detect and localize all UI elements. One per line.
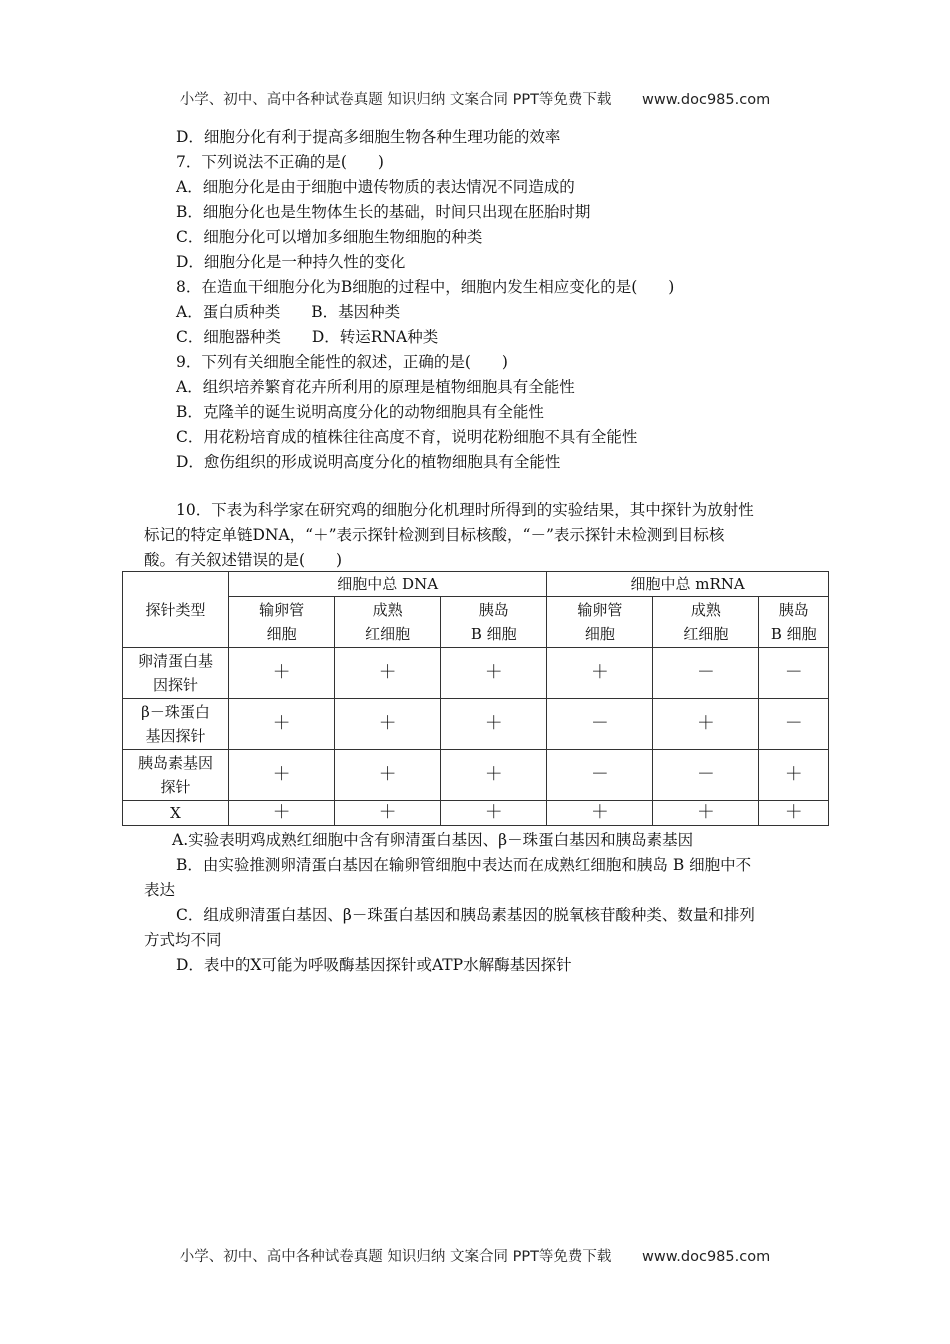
q6-option-d: D．细胞分化有利于提高多细胞生物各种生理功能的效率 — [176, 128, 561, 146]
table-row — [123, 699, 829, 750]
result-cell: － — [547, 699, 653, 750]
q10-option-a: A.实验表明鸡成熟红细胞中含有卵清蛋白基因、β－珠蛋白基因和胰岛素基因 — [172, 831, 694, 849]
q9-option-a: A．组织培养繁育花卉所利用的原理是植物细胞具有全能性 — [176, 378, 575, 396]
q9-stem: 9．下列有关细胞全能性的叙述，正确的是( ) — [176, 353, 508, 371]
mrna-group-header: 细胞中总 mRNA — [547, 572, 829, 597]
cell-type-header: 胰岛 B 细胞 — [441, 597, 547, 648]
header-site-link[interactable]: www.doc985.com — [642, 92, 771, 108]
probe-name: 胰岛素基因 探针 — [123, 750, 229, 801]
q10-option-b-line1: B．由实验推测卵清蛋白基因在输卵管细胞中表达而在成熟红细胞和胰岛 B 细胞中不 — [176, 856, 752, 874]
q10-stem-line3: 酸。有关叙述错误的是( ) — [144, 551, 343, 569]
result-cell: ＋ — [441, 750, 547, 801]
result-cell: ＋ — [547, 801, 653, 826]
result-cell: － — [547, 750, 653, 801]
footer-text: 小学、初中、高中各种试卷真题 知识归纳 文案合同 PPT等免费下载 — [179, 1249, 612, 1265]
cell-type-header: 输卵管 细胞 — [229, 597, 335, 648]
result-cell: ＋ — [335, 648, 441, 699]
result-cell: ＋ — [441, 801, 547, 826]
result-cell: － — [653, 750, 759, 801]
result-cell: － — [759, 699, 829, 750]
q9-option-b: B．克隆羊的诞生说明高度分化的动物细胞具有全能性 — [176, 403, 544, 421]
q7-option-c: C．细胞分化可以增加多细胞生物细胞的种类 — [176, 228, 483, 246]
result-cell: ＋ — [229, 699, 335, 750]
cell-type-header: 胰岛 B 细胞 — [759, 597, 829, 648]
q10-option-b-line2: 表达 — [144, 881, 176, 899]
q7-option-b: B．细胞分化也是生物体生长的基础，时间只出现在胚胎时期 — [176, 203, 591, 221]
result-cell: ＋ — [335, 699, 441, 750]
result-cell: ＋ — [441, 648, 547, 699]
footer-site-link[interactable]: www.doc985.com — [642, 1249, 771, 1265]
result-cell: ＋ — [229, 750, 335, 801]
result-cell: ＋ — [653, 801, 759, 826]
result-cell: － — [653, 648, 759, 699]
dna-group-header: 细胞中总 DNA — [229, 572, 547, 597]
result-cell: ＋ — [653, 699, 759, 750]
cell-type-header: 成熟 红细胞 — [335, 597, 441, 648]
result-cell: ＋ — [441, 699, 547, 750]
result-cell: － — [759, 648, 829, 699]
q10-option-c-line2: 方式均不同 — [144, 931, 222, 949]
q10-stem-line2: 标记的特定单链DNA，“＋”表示探针检测到目标核酸，“－”表示探针未检测到目标核 — [144, 526, 725, 544]
table-row — [123, 750, 829, 801]
result-cell: ＋ — [759, 750, 829, 801]
result-cell: ＋ — [759, 801, 829, 826]
q7-stem: 7．下列说法不正确的是( ) — [176, 153, 384, 171]
q9-option-c: C．用花粉培育成的植株往往高度不育，说明花粉细胞不具有全能性 — [176, 428, 638, 446]
header-text: 小学、初中、高中各种试卷真题 知识归纳 文案合同 PPT等免费下载 — [179, 92, 612, 108]
q7-option-d: D．细胞分化是一种持久性的变化 — [176, 253, 406, 271]
result-cell: ＋ — [229, 648, 335, 699]
result-cell: ＋ — [229, 801, 335, 826]
probe-name: 卵清蛋白基 因探针 — [123, 648, 229, 699]
q9-option-d: D．愈伤组织的形成说明高度分化的植物细胞具有全能性 — [176, 453, 561, 471]
q8-stem: 8．在造血干细胞分化为B细胞的过程中，细胞内发生相应变化的是( ) — [176, 278, 675, 296]
q7-option-a: A．细胞分化是由于细胞中遗传物质的表达情况不同造成的 — [176, 178, 575, 196]
result-cell: ＋ — [335, 750, 441, 801]
q10-option-d: D．表中的X可能为呼吸酶基因探针或ATP水解酶基因探针 — [176, 956, 572, 974]
cell-type-header: 输卵管 细胞 — [547, 597, 653, 648]
probe-result-table — [122, 571, 829, 826]
q10-stem-line1: 10．下表为科学家在研究鸡的细胞分化机理时所得到的实验结果，其中探针为放射性 — [176, 501, 754, 519]
probe-type-header: 探针类型 — [123, 572, 229, 648]
probe-name: β－珠蛋白 基因探针 — [123, 699, 229, 750]
table-row — [123, 648, 829, 699]
q10-option-c-line1: C．组成卵清蛋白基因、β－珠蛋白基因和胰岛素基因的脱氧核苷酸种类、数量和排列 — [176, 906, 755, 924]
page-footer — [0, 1245, 950, 1266]
cell-type-header: 成熟 红细胞 — [653, 597, 759, 648]
result-cell: ＋ — [547, 648, 653, 699]
page-header-top — [0, 88, 950, 109]
q8-options-cd: C．细胞器种类 D．转运RNA种类 — [176, 328, 439, 346]
q8-options-ab: A．蛋白质种类 B．基因种类 — [176, 303, 401, 321]
result-cell: ＋ — [335, 801, 441, 826]
table-row — [123, 801, 829, 826]
probe-name: X — [123, 801, 229, 826]
